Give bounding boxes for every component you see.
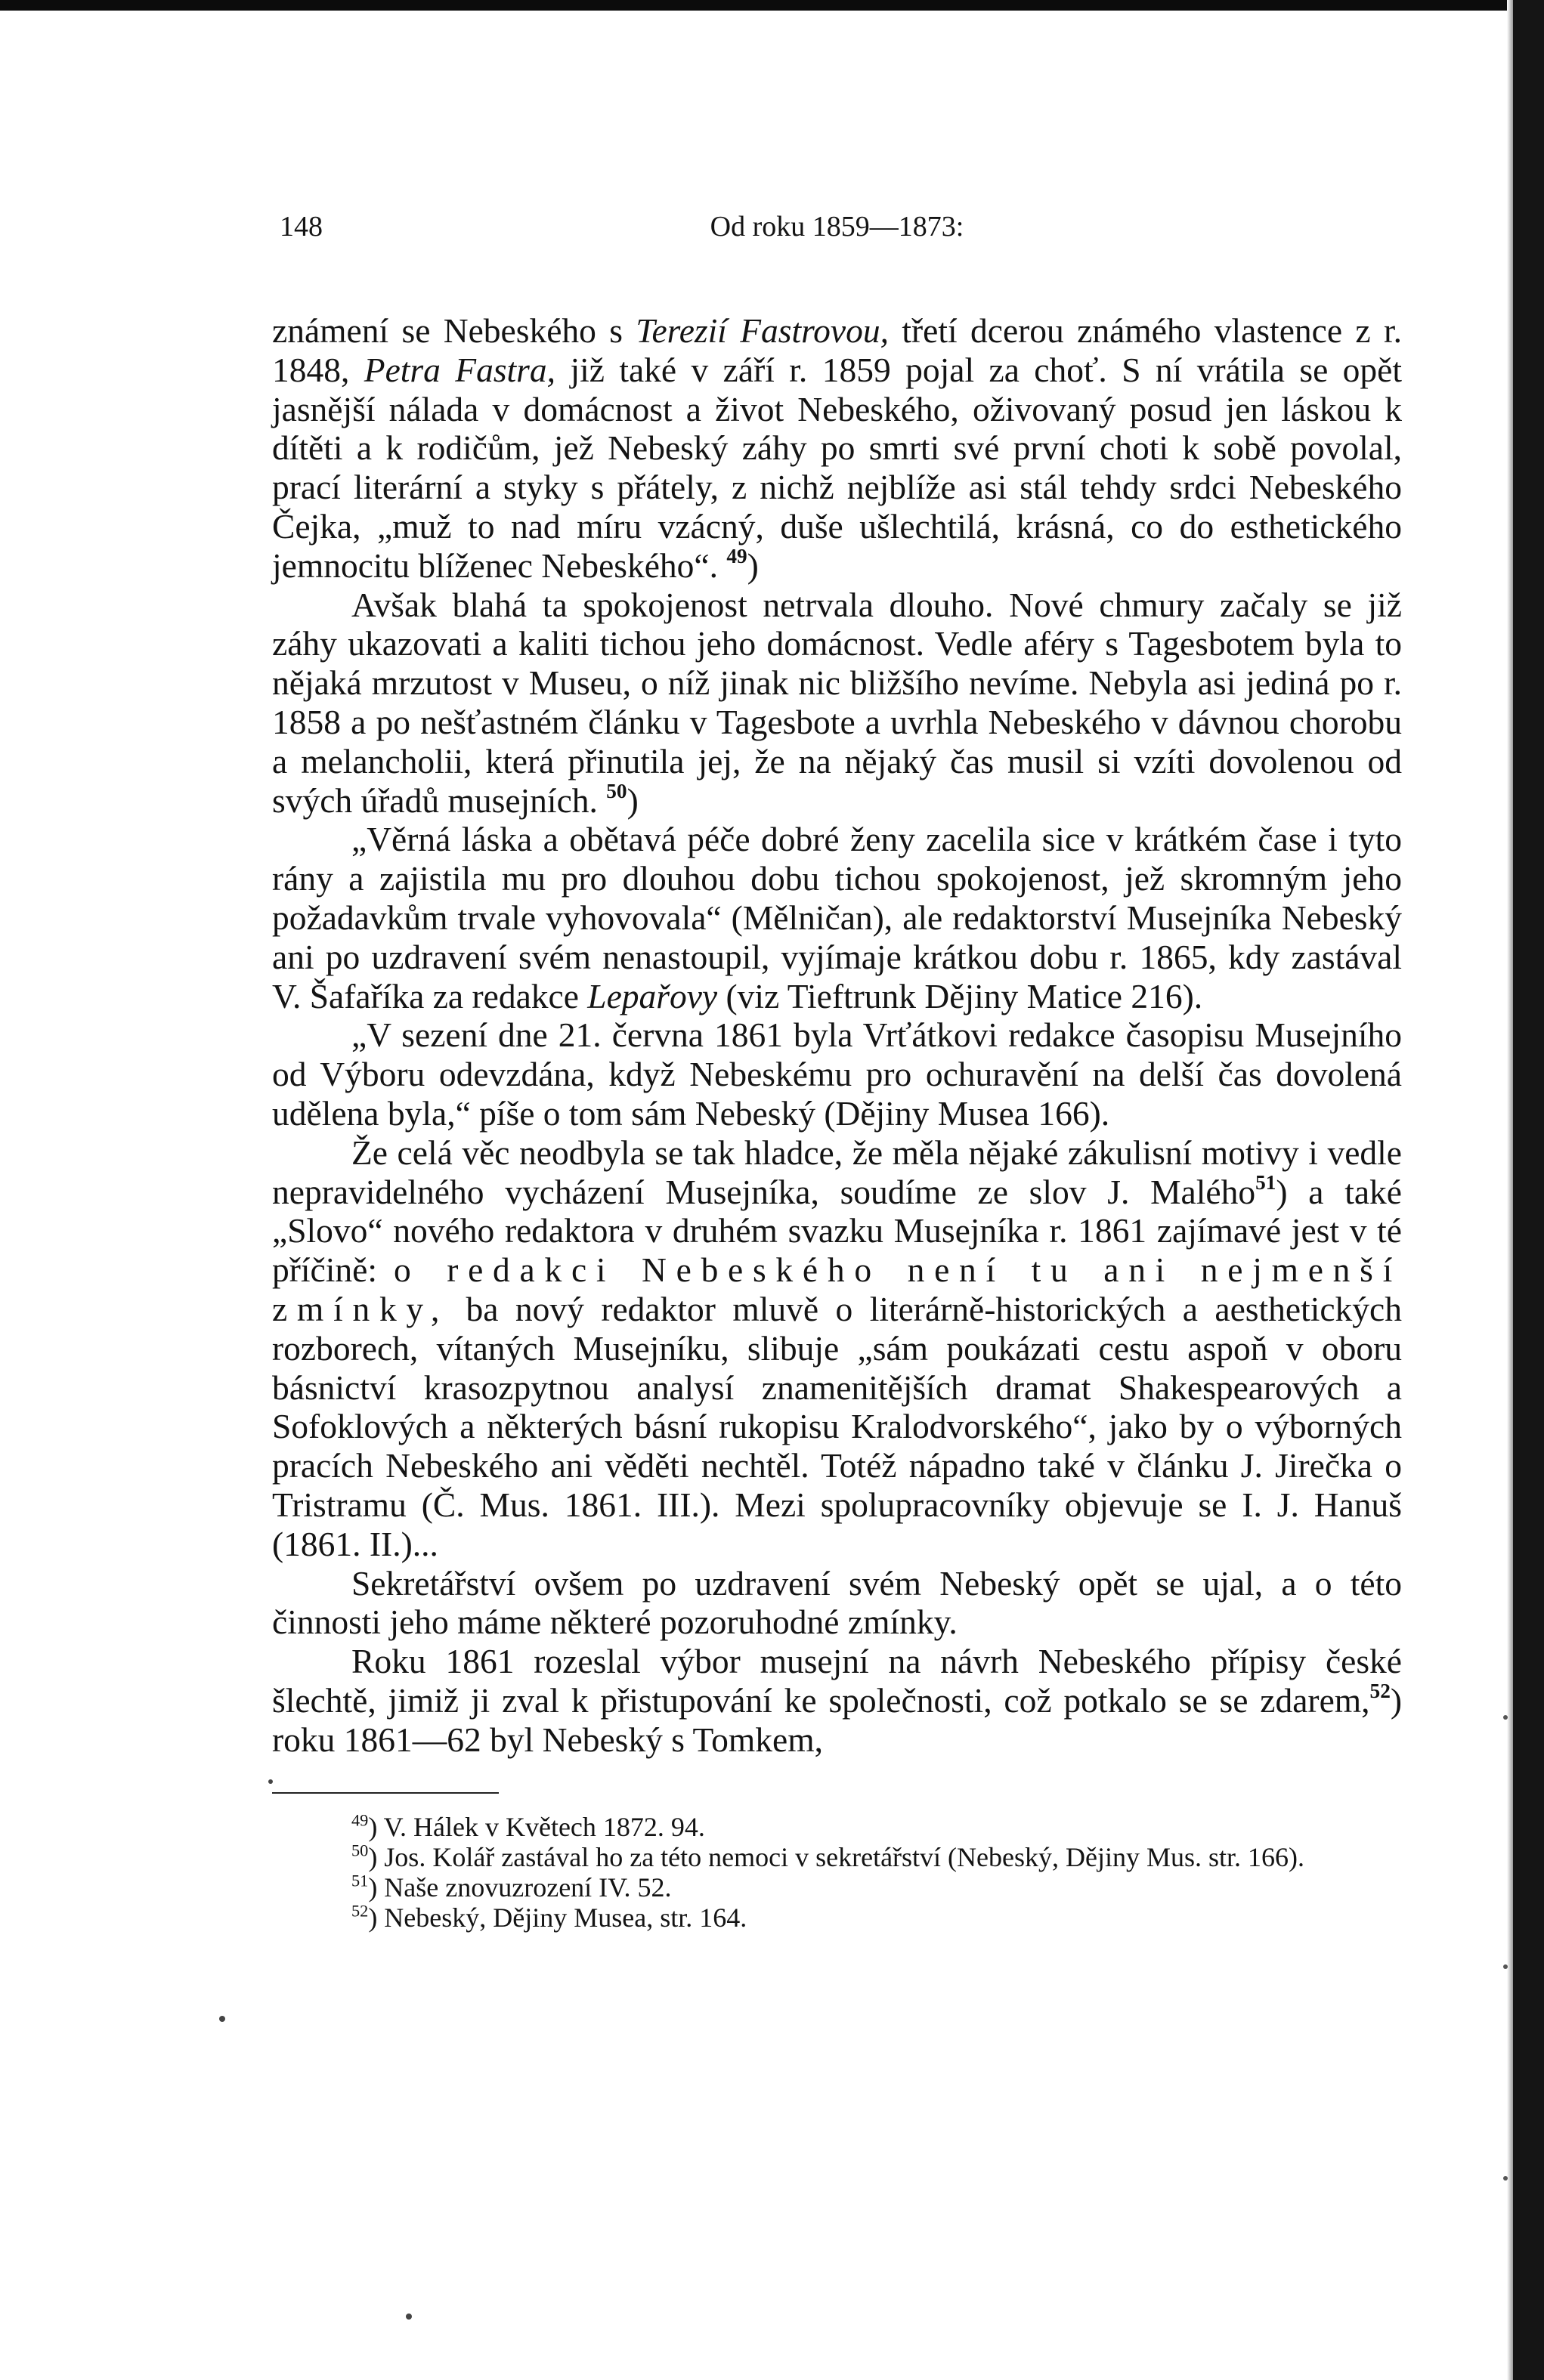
person-name: Terezií Fastrovou, — [636, 311, 889, 350]
footnotes — [272, 1812, 1402, 1933]
person-name: Petra Fastra, — [364, 350, 556, 389]
paragraph-7: Roku 1861 rozeslal výbor musejní na návrh Nebeského přípisy české šlechtě, jimiž ji zval k přistupování ke společnosti, což potkalo se se zdarem,$^{52}$) roku 1861—62 byl Nebeský s Tomkem, — [272, 1642, 1402, 1759]
paragraph-3: „Věrná láska a obětavá péče dobré ženy zacelila sice v krátkém čase i tyto rány a zajistila mu pro dlouhou dobu tichou spokojenost, jež skromným jeho požadavkům trvale vyhovovala“ (Mělničan), ale redaktorství Musejníka Nebeský ani po uzdravení svém nenastoupil, vyjímaje krátkou dobu r. 1865, kdy zastával V. Šafaříka za redakce Lepařovy (viz Tieftrunk Dějiny Matice 216). — [272, 820, 1402, 1015]
footnote-ref: 52 — [1369, 1679, 1391, 1702]
footnote-ref: 51 — [1255, 1170, 1276, 1194]
footnote-number: 49 — [351, 1811, 369, 1831]
scan-page-edge — [1507, 0, 1513, 2380]
scan-artifact-dot — [1503, 2176, 1508, 2181]
scan-speck — [406, 2314, 412, 2320]
paragraph-1: známení se Nebeského s Terezií Fastrovou, třetí dcerou známého vlastence z r. 1848, Petra Fastra, již také v září r. 1859 pojal za choť. S ní vrátila se opět jasnější nálada v domácnost a život Nebeského, oživovaný posud jen láskou k dítěti a k rodičům, jež Nebeský záhy po smrti své první choti k sobě povolal, prací literární a styky s přátely, z nichž nejblíže asi stál tehdy srdci Nebeského Čejka, „muž to nad míru vzácný, duše ušlechtilá, krásná, co do esthetického jemnocitu blíženec Nebeského“. $^{49}$) — [272, 311, 1403, 585]
scan-artifact-dot — [1503, 1964, 1508, 1969]
footnote: $^{49}$) V. Hálek v Květech 1872. 94. — [351, 1811, 705, 1843]
footnote-ref: 49 — [726, 544, 747, 567]
footnote-number: 52 — [351, 1902, 369, 1921]
paragraph-6: Sekretářství ovšem po uzdravení svém Nebeský opět se ujal, a o této činnosti jeho máme některé pozoruhodné zmínky. — [272, 1563, 1402, 1642]
footnote-number: 51 — [351, 1872, 369, 1891]
book-page — [272, 204, 1402, 1933]
footnote: $^{50}$) Jos. Kolář zastával ho za této nemoci v sekretářství (Nebeský, Dějiny Mus. str. 166). — [351, 1841, 1305, 1873]
paragraph-2: Avšak blahá ta spokojenost netrvala dlouho. Nové chmury začaly se již záhy ukazovati a kaliti tichou jeho domácnost. Vedle aféry s Tagesbotem byla to nějaká mrzutost v Museu, o níž jinak nic bližšího nevíme. Nebyla asi jediná po r. 1858 a po nešťastném článku v Tagesbote a uvrhla Nebeského v dávnou chorobu a melancholii, která přinutila jej, že na nějaký čas musil si vzíti dovolenou od svých úřadů musejních. $^{50}$) — [272, 585, 1402, 820]
paragraph-5: Že celá věc neodbyla se tak hladce, že měla nějaké zákulisní motivy i vedle nepravidelného vycházení Musejníka, soudíme ze slov J. Malého$^{51}$) a také „Slovo“ nového redaktora v druhém svazku Musejníka r. 1861 zajímavé jest v té příčině: o redakci Nebeského není tu ani nejmenší zmínky, ba nový redaktor mluvě o literárně-historických a aesthetických rozborech, vítaných Musejníku, slibuje „sám poukázati cestu aspoň v oboru básnictví krasozpytnou analysí znamenitějších dramat Shakespearových a Sofoklových a některých básní rukopisu Kralodvorského“, jako by o výborných pracích Nebeského ani věděti nechtěl. Totéž nápadno také v článku J. Jirečka o Tristramu (Č. Mus. 1861. III.). Mezi spolupracovníky objevuje se I. J. Hanuš (1861. II.)... — [272, 1133, 1403, 1563]
footnote-rule — [272, 1792, 499, 1794]
footnote: $^{52}$) Nebeský, Dějiny Musea, str. 164. — [351, 1902, 747, 1933]
footnote-number: 50 — [351, 1841, 369, 1861]
scan-speck — [219, 2016, 225, 2022]
footnote-ref: 50 — [606, 779, 627, 802]
scan-artifact-dot — [1503, 1715, 1508, 1720]
running-title: Od roku 1859—1873: — [710, 211, 964, 243]
scan-frame-top — [0, 0, 1544, 11]
body-text — [272, 311, 1402, 1759]
person-name: Lepařovy — [587, 976, 718, 1015]
running-head — [272, 204, 1402, 249]
scan-frame-right — [1513, 0, 1544, 2380]
spaced-emphasis: o redakci Nebeského není tu ani nejmenší zmínky, — [272, 1250, 1403, 1328]
page-number: 148 — [280, 211, 323, 243]
paragraph-4: „V sezení dne 21. června 1861 byla Vrťátkovi redakce časopisu Musejního od Výboru odevzdána, když Nebeskému pro ochuravění na delší čas dovolená udělena byla,“ píše o tom sám Nebeský (Dějiny Musea 166). — [272, 1015, 1402, 1133]
footnote: $^{51}$) Naše znovuzrození IV. 52. — [351, 1872, 672, 1903]
